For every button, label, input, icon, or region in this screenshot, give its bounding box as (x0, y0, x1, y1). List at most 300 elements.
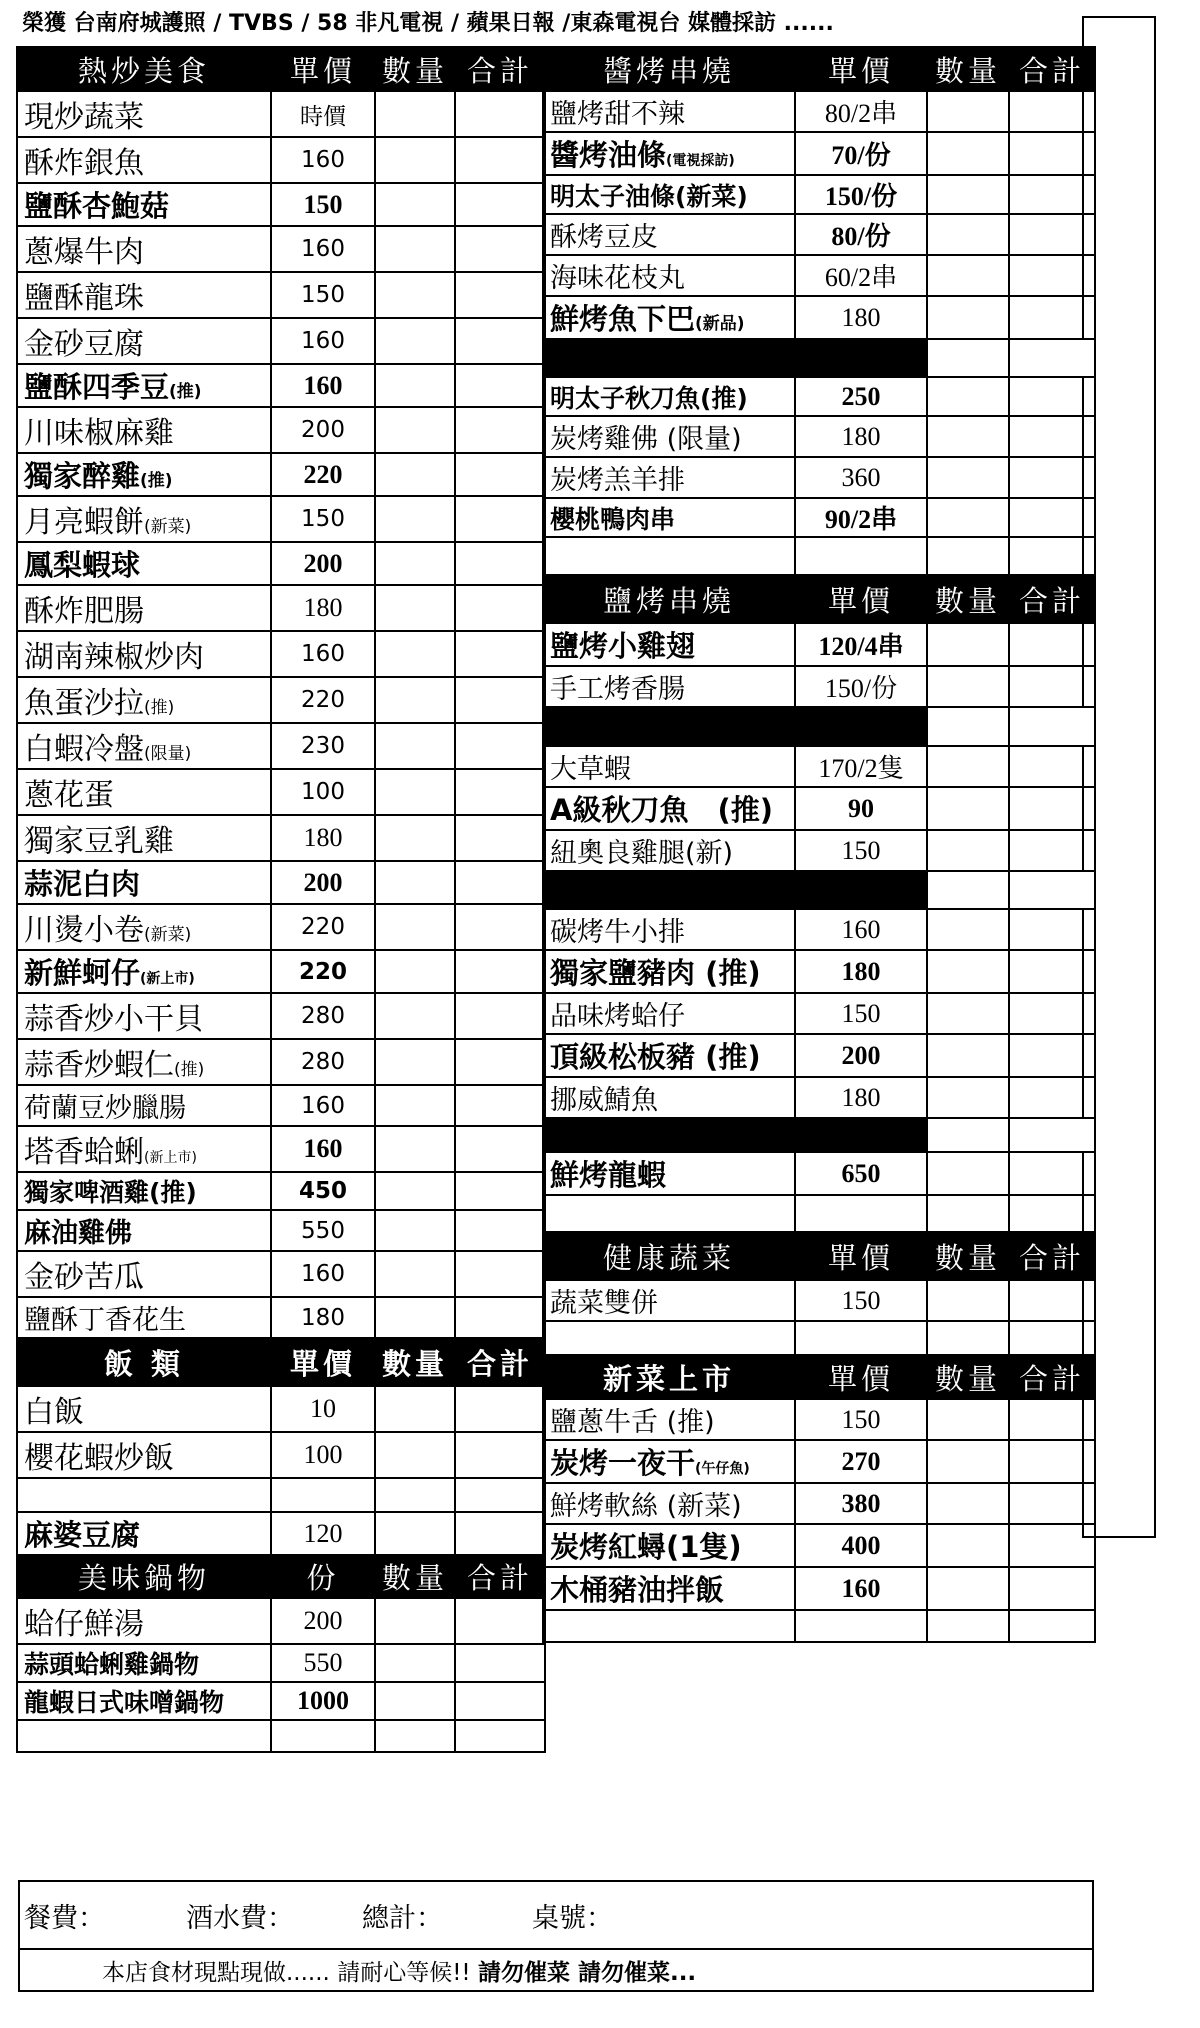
qty-cell[interactable] (927, 537, 1009, 575)
menu-row (17, 1478, 545, 1512)
dish-name: 鹽酥四季豆(推) (17, 364, 271, 407)
dish-price: 280 (271, 993, 375, 1039)
qty-cell[interactable] (375, 904, 455, 950)
dish-name: 蔥爆牛肉 (17, 226, 271, 272)
dish-price: 150 (271, 183, 375, 226)
qty-cell[interactable] (927, 1524, 1009, 1567)
qty-cell[interactable] (927, 175, 1009, 214)
menu-row (543, 1483, 1095, 1524)
qty-header: 數量 (927, 1232, 1009, 1280)
qty-cell[interactable] (375, 861, 455, 904)
menu-row (17, 272, 545, 318)
qty-cell[interactable] (375, 1598, 455, 1644)
dish-name: 蒜泥白肉 (17, 861, 271, 904)
menu-row (17, 769, 545, 815)
qty-cell[interactable] (375, 585, 455, 631)
dish-name: 龍蝦日式味噌鍋物 (17, 1682, 271, 1720)
dish-price (795, 707, 927, 746)
dish-price: 160 (271, 137, 375, 183)
qty-cell[interactable] (927, 950, 1009, 993)
qty-cell[interactable] (927, 623, 1009, 666)
subtotal-cell (1009, 1077, 1095, 1118)
subtotal-cell (1009, 871, 1095, 909)
dish-price: 250 (795, 377, 927, 416)
dish-name (543, 1118, 795, 1152)
dish-name: 現炒蔬菜 (17, 91, 271, 137)
note-row (19, 1949, 1093, 1991)
qty-header: 數量 (927, 47, 1009, 91)
menu-row (543, 1077, 1095, 1118)
subtotal-cell (455, 1478, 545, 1512)
dish-name: 蒜香炒蝦仁(推) (17, 1039, 271, 1085)
qty-cell[interactable] (927, 1321, 1009, 1355)
dish-name: 手工烤香腸 (543, 666, 795, 707)
qty-cell[interactable] (927, 132, 1009, 175)
dish-tag: (新菜) (144, 517, 192, 537)
note-text-b: 請耐心等候!! (337, 1959, 471, 1986)
qty-cell[interactable] (927, 666, 1009, 707)
subtotal-cell (1009, 1321, 1095, 1355)
dish-name: 明太子油條(新菜) (543, 175, 795, 214)
subtotal-cell (455, 1720, 545, 1752)
qty-cell[interactable] (927, 1610, 1009, 1642)
subtotal-cell (1009, 1195, 1095, 1232)
menu-row (543, 1152, 1095, 1195)
dish-name: 鮮烤龍蝦 (543, 1152, 795, 1195)
dish-price: 220 (271, 950, 375, 993)
subtotal-cell (455, 904, 545, 950)
dish-name: 月亮蝦餅(新菜) (17, 496, 271, 542)
qty-cell[interactable] (375, 1478, 455, 1512)
qty-cell[interactable] (927, 746, 1009, 787)
subtotal-cell (1009, 457, 1095, 498)
menu-row (17, 137, 545, 183)
subtotal-cell (455, 1598, 545, 1644)
dish-name: 新鮮蚵仔(新上市) (17, 950, 271, 993)
dish-price: 160 (271, 364, 375, 407)
subtotal-cell (1009, 1567, 1095, 1610)
pot-section-title: 美味鍋物 (17, 1555, 271, 1598)
qty-cell[interactable] (927, 1034, 1009, 1077)
dish-price: 220 (271, 904, 375, 950)
qty-cell[interactable] (375, 769, 455, 815)
dish-price (795, 871, 927, 909)
subtotal-cell (1009, 1610, 1095, 1642)
dish-price: 150 (795, 1280, 927, 1321)
dish-name: 海味花枝丸 (543, 255, 795, 296)
qty-cell[interactable] (375, 496, 455, 542)
menu-row (17, 1386, 545, 1432)
qty-cell[interactable] (375, 318, 455, 364)
subtotal-cell (1009, 1399, 1095, 1440)
subtotal-cell (455, 815, 545, 861)
menu-row (543, 666, 1095, 707)
dish-price: 150 (271, 272, 375, 318)
subtotal-cell (455, 496, 545, 542)
dish-name: 櫻桃鴨肉串 (543, 498, 795, 537)
price-header: 單價 (271, 47, 375, 91)
qty-cell[interactable] (375, 364, 455, 407)
subtotal-cell (1009, 255, 1095, 296)
dish-price: 160 (271, 1251, 375, 1297)
dish-name (17, 1478, 271, 1512)
subtotal-cell (1009, 787, 1095, 830)
subtotal-cell (455, 585, 545, 631)
subtotal-cell (455, 226, 545, 272)
qty-header: 數量 (375, 1555, 455, 1598)
qty-cell[interactable] (375, 815, 455, 861)
subtotal-cell (455, 950, 545, 993)
dish-price: 100 (271, 769, 375, 815)
total-header: 合計 (455, 47, 545, 91)
menu-row (543, 871, 1095, 909)
header-banner: 榮獲 台南府城護照 / TVBS / 58 非凡電視 / 蘋果日報 /東森電視台 媒體採訪 ...... (22, 11, 834, 36)
qty-cell[interactable] (927, 1440, 1009, 1483)
dish-name: 紐奧良雞腿(新) (543, 830, 795, 871)
dish-name: 蒜頭蛤蜊雞鍋物 (17, 1644, 271, 1682)
qty-cell[interactable] (927, 993, 1009, 1034)
dish-tag: (限量) (144, 744, 192, 764)
dish-price: 100 (271, 1432, 375, 1478)
qty-cell[interactable] (375, 1682, 455, 1720)
dish-price: 60/2串 (795, 255, 927, 296)
price-header: 單價 (795, 1232, 927, 1280)
qty-cell[interactable] (927, 909, 1009, 950)
qty-cell[interactable] (927, 1483, 1009, 1524)
dish-tag: (新菜) (144, 925, 192, 945)
dish-price: 650 (795, 1152, 927, 1195)
qty-cell[interactable] (375, 677, 455, 723)
menu-row (543, 1321, 1095, 1355)
menu-row (543, 1567, 1095, 1610)
menu-row (17, 1085, 545, 1126)
qty-cell[interactable] (375, 993, 455, 1039)
qty-cell[interactable] (927, 91, 1009, 132)
menu-row (543, 1195, 1095, 1232)
menu-row (543, 1524, 1095, 1567)
dish-tag: (新品) (695, 314, 745, 334)
menu-row (543, 623, 1095, 666)
subtotal-cell (455, 453, 545, 496)
dish-name: 蒜香炒小干貝 (17, 993, 271, 1039)
dish-name: 酥烤豆皮 (543, 214, 795, 255)
qty-cell[interactable] (375, 1386, 455, 1432)
dish-price: 230 (271, 723, 375, 769)
menu-row (543, 830, 1095, 871)
qty-cell[interactable] (375, 1432, 455, 1478)
dish-price: 180 (271, 815, 375, 861)
subtotal-cell (455, 1126, 545, 1172)
subtotal-cell (455, 723, 545, 769)
qty-cell[interactable] (927, 255, 1009, 296)
dish-price: 80/份 (795, 214, 927, 255)
dish-name: A級秋刀魚 (推) (543, 787, 795, 830)
subtotal-cell (455, 1297, 545, 1338)
menu-row (17, 950, 545, 993)
qty-cell[interactable] (375, 1297, 455, 1338)
dish-name: 蛤仔鮮湯 (17, 1598, 271, 1644)
menu-row (17, 318, 545, 364)
qty-header: 數量 (375, 1338, 455, 1386)
dish-name: 獨家啤酒雞(推) (17, 1172, 271, 1210)
dish-name: 挪威鯖魚 (543, 1077, 795, 1118)
qty-cell[interactable] (375, 723, 455, 769)
dish-name: 碳烤牛小排 (543, 909, 795, 950)
dish-price: 160 (271, 318, 375, 364)
menu-row (17, 631, 545, 677)
dish-name: 鮮烤軟絲 (新菜) (543, 1483, 795, 1524)
qty-cell[interactable] (927, 1152, 1009, 1195)
dish-price: 170/2隻 (795, 746, 927, 787)
dish-price: 160 (271, 226, 375, 272)
subtotal-cell (455, 1432, 545, 1478)
subtotal-cell (1009, 1440, 1095, 1483)
sauce-section-title: 醬烤串燒 (543, 47, 795, 91)
qty-cell[interactable] (375, 407, 455, 453)
subtotal-cell (455, 1682, 545, 1720)
dish-name: 明太子秋刀魚(推) (543, 377, 795, 416)
dish-name: 品味烤蛤仔 (543, 993, 795, 1034)
subtotal-cell (1009, 746, 1095, 787)
dish-name: 鹽蔥牛舌 (推) (543, 1399, 795, 1440)
qty-cell[interactable] (927, 296, 1009, 339)
qty-cell[interactable] (375, 137, 455, 183)
menu-row (17, 1512, 545, 1555)
subtotal-cell (1009, 1280, 1095, 1321)
qty-cell[interactable] (375, 1039, 455, 1085)
qty-cell[interactable] (927, 377, 1009, 416)
subtotal-cell (1009, 1524, 1095, 1567)
dish-price: 180 (271, 1297, 375, 1338)
dish-name: 炭烤一夜干(午仔魚) (543, 1440, 795, 1483)
qty-cell[interactable] (375, 272, 455, 318)
qty-cell[interactable] (375, 950, 455, 993)
price-header: 單價 (271, 1338, 375, 1386)
menu-row (17, 1432, 545, 1478)
dish-price (795, 537, 927, 575)
hot-section-title: 熱炒美食 (17, 47, 271, 91)
subtotal-cell (1009, 91, 1095, 132)
dish-price (795, 1610, 927, 1642)
dish-price: 1000 (271, 1682, 375, 1720)
subtotal-cell (455, 1386, 545, 1432)
dish-price: 120 (271, 1512, 375, 1555)
dish-name (543, 1195, 795, 1232)
dish-price: 200 (271, 407, 375, 453)
subtotal-cell (1009, 1483, 1095, 1524)
menu-row (543, 707, 1095, 746)
dish-name: 醬烤油條(電視採訪) (543, 132, 795, 175)
menu-row (17, 1720, 545, 1752)
dish-tag: (新上市) (144, 1150, 197, 1166)
menu-row (17, 542, 545, 585)
dish-price: 180 (795, 416, 927, 457)
dish-price: 時價 (271, 91, 375, 137)
menu-row (17, 1039, 545, 1085)
bill-footer (18, 1880, 1094, 1992)
qty-cell[interactable] (375, 91, 455, 137)
dish-price: 150/份 (795, 175, 927, 214)
qty-cell[interactable] (375, 1085, 455, 1126)
veg-section-title: 健康蔬菜 (543, 1232, 795, 1280)
menu-row (543, 132, 1095, 175)
dish-name: 川燙小卷(新菜) (17, 904, 271, 950)
dish-price: 220 (271, 677, 375, 723)
dish-tag: (推) (144, 698, 175, 718)
total-header: 合計 (1009, 47, 1095, 91)
subtotal-cell (455, 318, 545, 364)
subtotal-cell (455, 542, 545, 585)
dish-name: 白飯 (17, 1386, 271, 1432)
salt-section-title: 鹽烤串燒 (543, 575, 795, 623)
qty-cell[interactable] (375, 1720, 455, 1752)
subtotal-cell (1009, 537, 1095, 575)
fee-row (19, 1881, 1093, 1949)
dish-name (543, 1610, 795, 1642)
subtotal-cell (1009, 377, 1095, 416)
qty-cell[interactable] (375, 1126, 455, 1172)
subtotal-cell (1009, 666, 1095, 707)
subtotal-cell (455, 769, 545, 815)
qty-cell[interactable] (927, 787, 1009, 830)
dish-price: 200 (271, 1598, 375, 1644)
dish-price: 180 (795, 296, 927, 339)
dish-tag: (午仔魚) (695, 1461, 750, 1477)
subtotal-cell (455, 677, 545, 723)
dish-name: 鹽酥龍珠 (17, 272, 271, 318)
subtotal-cell (455, 364, 545, 407)
dish-name: 鹽酥杏鮑菇 (17, 183, 271, 226)
qty-cell[interactable] (375, 183, 455, 226)
subtotal-cell (455, 183, 545, 226)
total-header: 合計 (455, 1555, 545, 1598)
dish-name (543, 1321, 795, 1355)
left-menu-table (16, 46, 546, 1753)
menu-row (543, 787, 1095, 830)
subtotal-cell (1009, 1152, 1095, 1195)
menu-row (543, 1118, 1095, 1152)
subtotal-cell (1009, 296, 1095, 339)
qty-cell[interactable] (927, 707, 1009, 746)
qty-cell[interactable] (927, 830, 1009, 871)
dish-name: 荷蘭豆炒臘腸 (17, 1085, 271, 1126)
menu-row (17, 993, 545, 1039)
newdish-section-title: 新菜上市 (543, 1355, 795, 1399)
dish-price: 160 (271, 631, 375, 677)
menu-row (17, 364, 545, 407)
menu-row (543, 416, 1095, 457)
menu-row (17, 1297, 545, 1338)
qty-cell[interactable] (375, 226, 455, 272)
dish-price: 160 (271, 1085, 375, 1126)
table-number-label: 桌號： (532, 1902, 613, 1934)
qty-cell[interactable] (927, 1567, 1009, 1610)
subtotal-cell (455, 1085, 545, 1126)
qty-cell[interactable] (927, 498, 1009, 537)
menu-row (543, 1399, 1095, 1440)
qty-cell[interactable] (375, 1172, 455, 1210)
dish-price: 360 (795, 457, 927, 498)
qty-cell[interactable] (927, 1195, 1009, 1232)
dish-name: 炭烤雞佛 (限量) (543, 416, 795, 457)
dish-name: 頂級松板豬 (推) (543, 1034, 795, 1077)
menu-row (543, 339, 1095, 377)
dish-price (795, 1118, 927, 1152)
qty-cell[interactable] (927, 1118, 1009, 1152)
dish-name (543, 707, 795, 746)
qty-cell[interactable] (927, 339, 1009, 377)
subtotal-cell (1009, 623, 1095, 666)
subtotal-cell (1009, 830, 1095, 871)
dish-price: 200 (271, 861, 375, 904)
subtotal-cell (455, 1251, 545, 1297)
subtotal-cell (1009, 132, 1095, 175)
qty-cell[interactable] (927, 871, 1009, 909)
qty-cell[interactable] (927, 457, 1009, 498)
note-text-a: 本店食材現點現做...... (102, 1959, 330, 1986)
qty-cell[interactable] (375, 1512, 455, 1555)
menu-row (543, 377, 1095, 416)
dish-price: 220 (271, 453, 375, 496)
qty-cell[interactable] (375, 1210, 455, 1251)
qty-cell[interactable] (375, 631, 455, 677)
dish-name: 鹽烤甜不辣 (543, 91, 795, 132)
menu-row (543, 296, 1095, 339)
menu-row (17, 904, 545, 950)
subtotal-cell (455, 1039, 545, 1085)
qty-cell[interactable] (927, 214, 1009, 255)
qty-cell[interactable] (375, 1644, 455, 1682)
dish-tag: (推) (140, 471, 173, 491)
dish-name: 櫻花蝦炒飯 (17, 1432, 271, 1478)
qty-cell[interactable] (927, 1280, 1009, 1321)
dish-name (543, 537, 795, 575)
dish-name: 炭烤羔羊排 (543, 457, 795, 498)
dish-name: 麻婆豆腐 (17, 1512, 271, 1555)
dish-name: 蔬菜雙併 (543, 1280, 795, 1321)
subtotal-cell (455, 1210, 545, 1251)
dish-name: 獨家醉雞(推) (17, 453, 271, 496)
menu-row (17, 585, 545, 631)
price-header: 份 (271, 1555, 375, 1598)
menu-row (543, 255, 1095, 296)
total-header: 合計 (1009, 575, 1095, 623)
price-header: 單價 (795, 1355, 927, 1399)
dish-price (795, 1195, 927, 1232)
subtotal-cell (1009, 993, 1095, 1034)
qty-cell[interactable] (375, 542, 455, 585)
qty-cell[interactable] (927, 416, 1009, 457)
menu-row (17, 1644, 545, 1682)
qty-cell[interactable] (375, 1251, 455, 1297)
subtotal-cell (455, 993, 545, 1039)
qty-cell[interactable] (375, 453, 455, 496)
menu-row (17, 1210, 545, 1251)
menu-row (17, 1172, 545, 1210)
menu-row (543, 950, 1095, 993)
qty-cell[interactable] (927, 1399, 1009, 1440)
subtotal-cell (1009, 1034, 1095, 1077)
dish-price: 160 (795, 909, 927, 950)
subtotal-cell (1009, 950, 1095, 993)
subtotal-cell (455, 1512, 545, 1555)
dish-name (543, 339, 795, 377)
dish-price: 70/份 (795, 132, 927, 175)
subtotal-cell (455, 407, 545, 453)
qty-cell[interactable] (927, 1077, 1009, 1118)
subtotal-cell (455, 137, 545, 183)
dish-name: 酥炸銀魚 (17, 137, 271, 183)
